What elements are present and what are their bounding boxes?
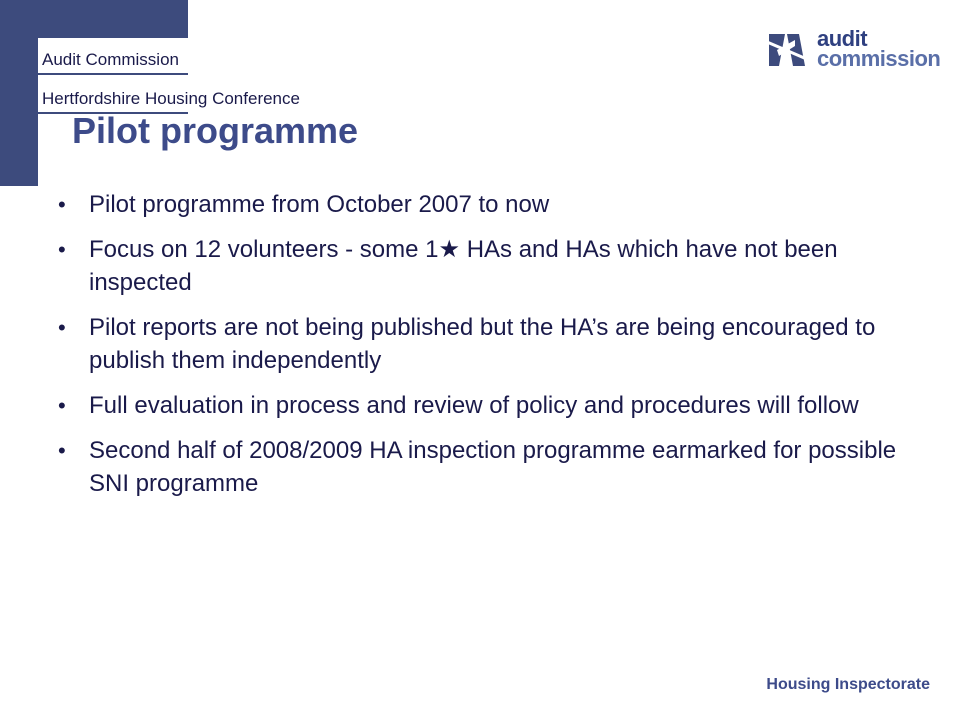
decorative-top-bar (38, 0, 188, 38)
decorative-side-bar (0, 0, 38, 186)
audit-commission-logo (765, 26, 941, 72)
bullet-item (58, 233, 908, 299)
bullet-text: Focus on 12 volunteers - some 1★ HAs and HAs which have not been inspected (89, 236, 838, 296)
header-divider (38, 73, 188, 75)
header-event: Hertfordshire Housing Conference (42, 89, 300, 108)
bullet-text: Full evaluation in process and review of policy and procedures will follow (89, 392, 859, 419)
slide-title: Pilot programme (72, 110, 359, 151)
bullet-text: Second half of 2008/2009 HA inspection programme earmarked for possible SNI programme (89, 437, 897, 497)
header-organisation: Audit Commission (42, 50, 179, 69)
bullet-item (58, 188, 908, 221)
logo-mark-icon (765, 30, 811, 70)
bullet-dot-icon: • (58, 393, 66, 418)
bullet-dot-icon: • (58, 192, 66, 217)
bullet-text: Pilot programme from October 2007 to now (89, 191, 550, 218)
bullet-item (58, 389, 908, 422)
bullet-item (58, 311, 908, 377)
bullet-item (58, 434, 908, 500)
bullet-dot-icon: • (58, 237, 66, 262)
bullet-dot-icon: • (58, 315, 66, 340)
logo-text-line1: audit (817, 26, 868, 51)
bullet-dot-icon: • (58, 438, 66, 463)
bullet-list (58, 188, 908, 512)
bullet-text: Pilot reports are not being published but the HA’s are being encouraged to publish them independently (89, 314, 876, 374)
footer-label: Housing Inspectorate (766, 676, 930, 693)
logo-text-line2: commission (817, 46, 941, 71)
